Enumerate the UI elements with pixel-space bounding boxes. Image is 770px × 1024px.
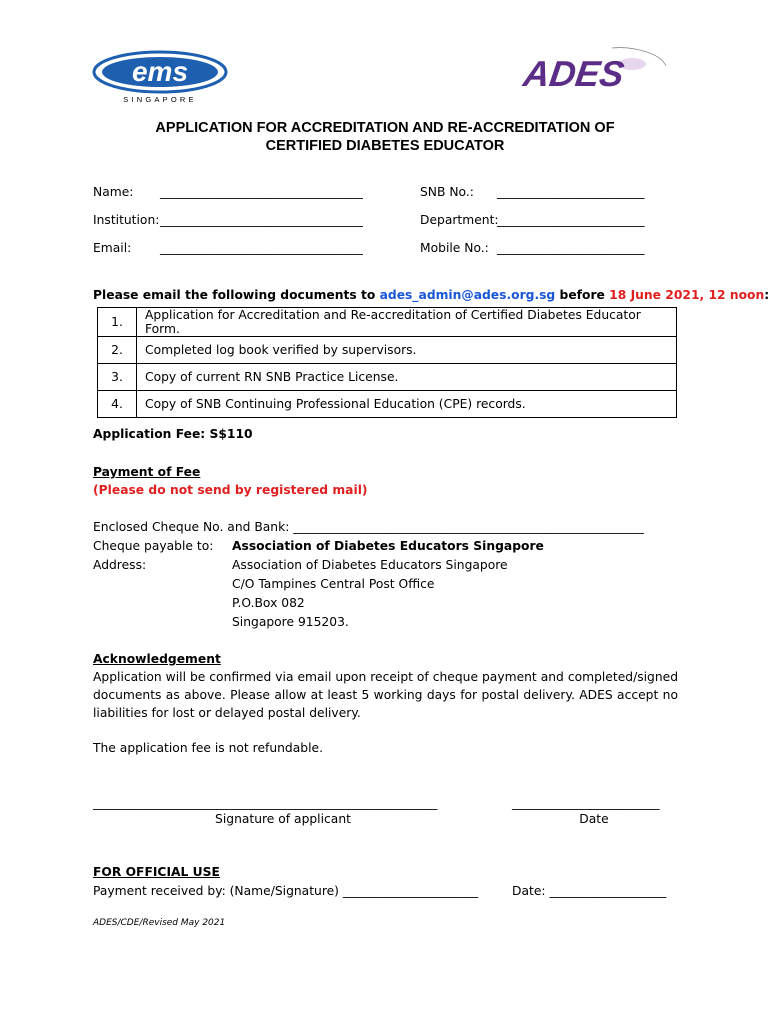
doc-description: Application for Accreditation and Re-accreditation of Certified Diabetes Educator Form. <box>137 308 677 337</box>
institution-label: Institution: <box>93 213 160 227</box>
name-field[interactable]: _________________________________ <box>160 185 363 199</box>
date-label: Date <box>579 812 609 826</box>
acknowledgement-line-2: documents as above. Please allow at least 5 working days for postal delivery. ADES accept no <box>93 688 678 702</box>
doc-number: 3. <box>98 364 137 391</box>
instructions-middle: before <box>555 288 610 302</box>
instructions-prefix: Please email the following documents to <box>93 288 380 302</box>
cheque-field[interactable]: _________________________________________________________ <box>293 520 644 534</box>
date-line[interactable]: ________________________ <box>512 796 660 810</box>
deadline: 18 June 2021, 12 noon <box>609 288 765 302</box>
snb-label: SNB No.: <box>420 185 474 199</box>
title-line-1: APPLICATION FOR ACCREDITATION AND RE-ACCREDITATION OF <box>155 120 615 136</box>
address-line: C/O Tampines Central Post Office <box>232 577 435 591</box>
payable-value: Association of Diabetes Educators Singapore <box>232 539 544 553</box>
svg-text:ADES: ADES <box>520 53 627 94</box>
payment-heading: Payment of Fee <box>93 465 201 479</box>
table-row <box>98 391 677 418</box>
email-label: Email: <box>93 241 132 255</box>
doc-number: 2. <box>98 337 137 364</box>
ades-logo <box>520 44 668 98</box>
acknowledgement-line-3: liabilities for lost or delayed postal delivery. <box>93 706 361 720</box>
mobile-label: Mobile No.: <box>420 241 489 255</box>
address-label: Address: <box>93 558 147 572</box>
cheque-row <box>93 519 644 535</box>
doc-description: Copy of current RN SNB Practice License. <box>137 364 677 391</box>
email-instructions <box>93 287 769 303</box>
doc-description: Completed log book verified by supervisors. <box>137 337 677 364</box>
application-fee: Application Fee: S$110 <box>93 427 253 441</box>
address-line: Association of Diabetes Educators Singapore <box>232 558 508 572</box>
name-label: Name: <box>93 185 134 199</box>
doc-number: 1. <box>98 308 137 337</box>
table-row <box>98 364 677 391</box>
refund-notice: The application fee is not refundable. <box>93 741 323 755</box>
address-line: P.O.Box 082 <box>232 596 305 610</box>
payment-warning: (Please do not send by registered mail) <box>93 483 368 497</box>
revision-footer: ADES/CDE/Revised May 2021 <box>93 918 226 928</box>
acknowledgement-heading: Acknowledgement <box>93 652 221 666</box>
svg-text:ems: ems <box>131 56 189 87</box>
ades-email-link[interactable]: ades_admin@ades.org.sg <box>379 288 556 302</box>
acknowledgement-line-1: Application will be confirmed via email upon receipt of cheque payment and completed/signed <box>93 670 678 684</box>
mobile-field[interactable]: ________________________ <box>497 241 645 255</box>
doc-number: 4. <box>98 391 137 418</box>
doc-description: Copy of SNB Continuing Professional Education (CPE) records. <box>137 391 677 418</box>
official-date-field[interactable]: Date: ___________________ <box>512 884 667 898</box>
svg-text:SINGAPORE: SINGAPORE <box>123 95 197 104</box>
form-title <box>60 119 710 155</box>
table-row <box>98 308 677 337</box>
signature-line[interactable]: ________________________________________________________ <box>93 796 438 810</box>
department-label: Department: <box>420 213 499 227</box>
email-field[interactable]: _________________________________ <box>160 241 363 255</box>
department-field[interactable]: ________________________ <box>497 213 645 227</box>
documents-table <box>97 307 677 418</box>
signature-label: Signature of applicant <box>215 812 351 826</box>
cheque-label: Enclosed Cheque No. and Bank: <box>93 520 294 534</box>
title-line-2: CERTIFIED DIABETES EDUCATOR <box>265 138 505 154</box>
payment-received-field[interactable]: Payment received by: (Name/Signature) ______________________ <box>93 884 479 898</box>
instructions-suffix: : <box>764 288 770 302</box>
official-use-heading: FOR OFFICIAL USE <box>93 865 220 879</box>
address-line: Singapore 915203. <box>232 615 349 629</box>
ems-singapore-logo <box>92 48 232 106</box>
institution-field[interactable]: _________________________________ <box>160 213 363 227</box>
payable-label: Cheque payable to: <box>93 539 214 553</box>
snb-field[interactable]: ________________________ <box>497 185 645 199</box>
table-row <box>98 337 677 364</box>
